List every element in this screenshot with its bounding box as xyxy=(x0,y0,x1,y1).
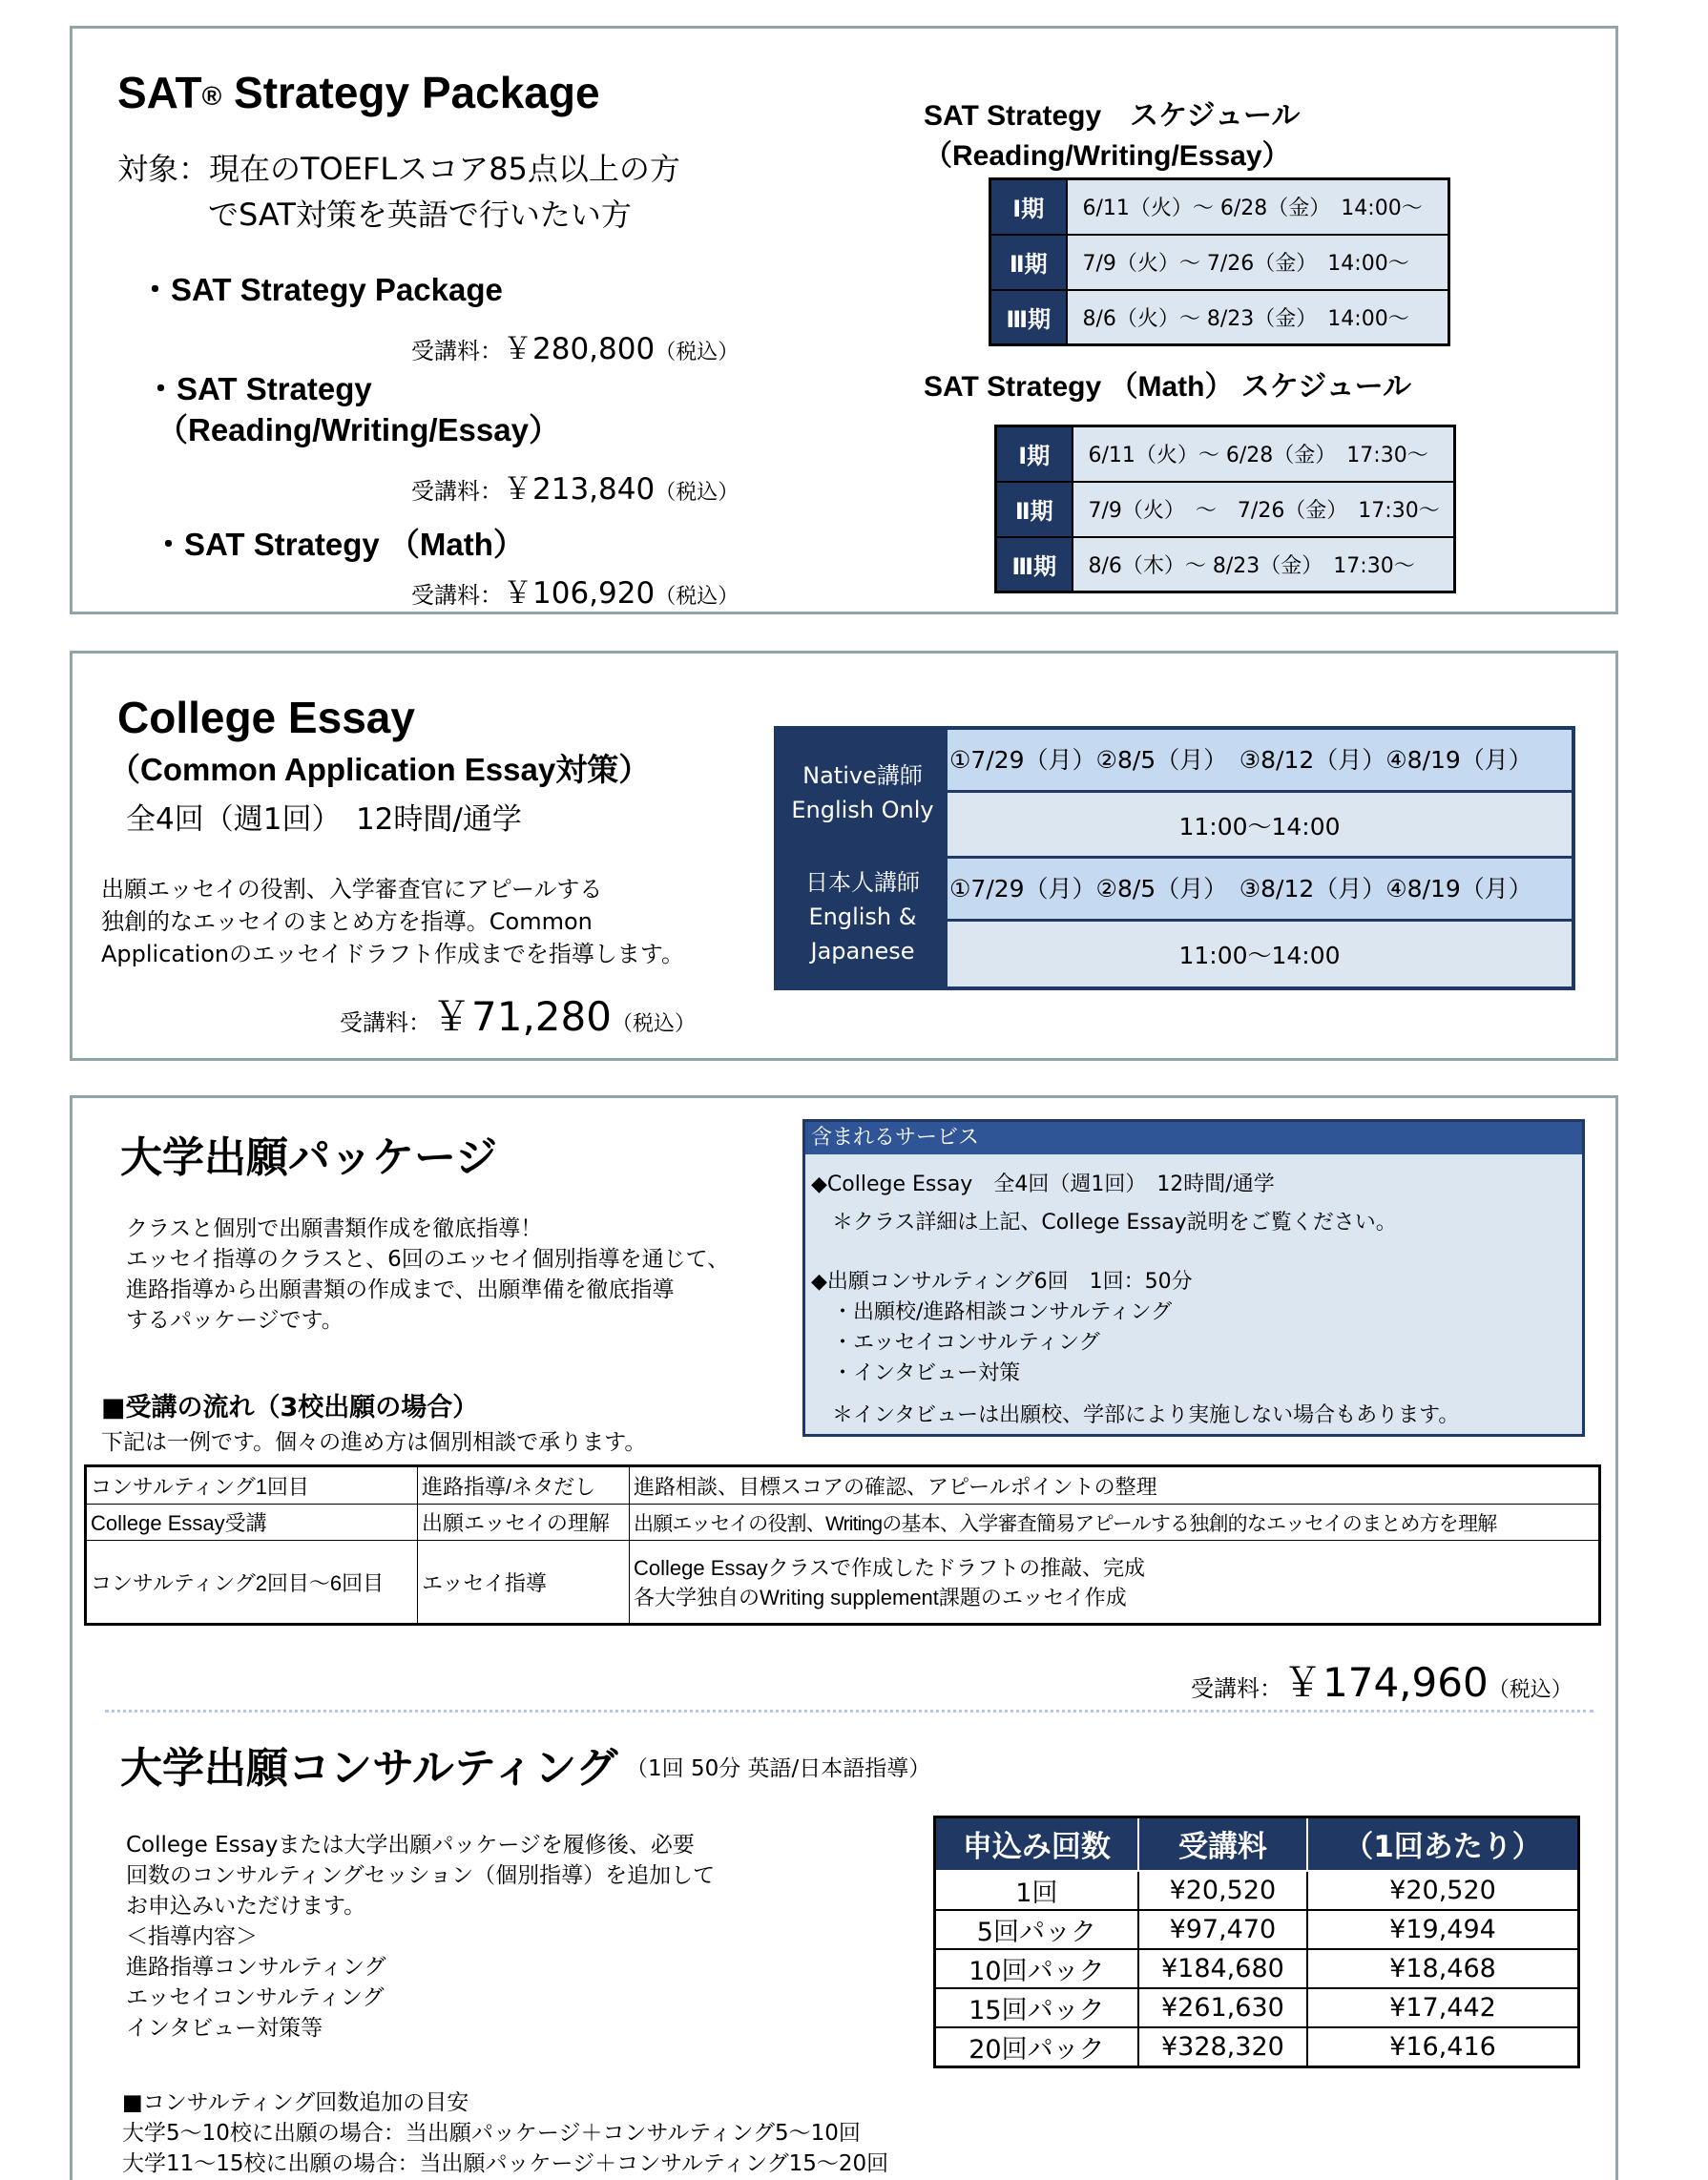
essay-subtitle: （Common Application Essay対策） xyxy=(109,752,651,787)
section-divider xyxy=(105,1710,1593,1713)
table-cell: ¥18,468 xyxy=(1307,1949,1579,1988)
col-per-session: （1回あたり） xyxy=(1307,1817,1579,1871)
native-dates: ①7/29（月）②8/5（月） ③8/12（月）④8/19（月） xyxy=(948,730,1572,790)
flow-table xyxy=(84,1464,1601,1626)
table-row xyxy=(935,1871,1579,1910)
flow-title: ■受講の流れ（3校出願の場合） xyxy=(101,1393,479,1422)
flow-topic: エッセイ指導 xyxy=(418,1541,630,1625)
table-row xyxy=(935,1988,1579,2027)
essay-title: College Essay xyxy=(117,693,415,742)
essay-desc-line3: Applicationのエッセイドラフト作成までを指導します。 xyxy=(101,941,684,967)
sat-item-reading: ・SAT Strategy xyxy=(145,371,372,406)
table-row xyxy=(935,1949,1579,1988)
table-row xyxy=(86,1466,1600,1505)
period-label: Ⅲ期 xyxy=(990,290,1067,345)
flow-detail: College Essayクラスで作成したドラフトの推敲、完成 各大学独自のWriting supplement課題のエッセイ作成 xyxy=(630,1541,1600,1625)
service-line: ・エッセイコンサルティング xyxy=(811,1331,1100,1355)
table-cell: 1回 xyxy=(935,1871,1138,1910)
flow-note: 下記は一例です。個々の進め方は個別相談で承ります。 xyxy=(101,1430,647,1455)
flow-detail: 進路相談、目標スコアの確認、アピールポイントの整理 xyxy=(630,1466,1600,1505)
sat-target-line2: でSAT対策を英語で行いたい方 xyxy=(208,197,632,233)
japanese-dates: ①7/29（月）②8/5（月） ③8/12（月）④8/19（月） xyxy=(948,859,1572,919)
table-cell: 5回パック xyxy=(935,1910,1138,1949)
schedule-row xyxy=(996,426,1455,482)
table-row xyxy=(935,1910,1579,1949)
service-line: ◆College Essay 全4回（週1回） 12時間/通学 xyxy=(811,1173,1275,1196)
schedule-row xyxy=(996,537,1455,592)
table-cell: ¥20,520 xyxy=(1307,1871,1579,1910)
service-line: ＊インタビューは出願校、学部により実施しない場合もあります。 xyxy=(811,1403,1460,1427)
essay-fee: 受講料：￥71,280（税込） xyxy=(340,993,696,1040)
essay-format: 全4回（週1回） 12時間/通学 xyxy=(126,802,522,837)
sat-math-fee: 受講料：￥106,920（税込） xyxy=(411,576,739,611)
consulting-desc-line: ＜指導内容＞ xyxy=(126,1924,258,1949)
consulting-desc-line: お申込みいただけます。 xyxy=(126,1894,366,1919)
schedule-row xyxy=(990,290,1449,345)
table-cell: ¥184,680 xyxy=(1138,1949,1307,1988)
consulting-desc-line: インタビュー対策等 xyxy=(126,2016,323,2041)
schedule2-table xyxy=(994,425,1456,593)
table-row xyxy=(935,2027,1579,2067)
table-cell: 10回パック xyxy=(935,1949,1138,1988)
package-desc-line3: 進路指導から出願書類の作成まで、出願準備を徹底指導 xyxy=(126,1277,675,1302)
table-cell: ¥19,494 xyxy=(1307,1910,1579,1949)
service-line: ＊クラス詳細は上記、College Essay説明をご覧ください。 xyxy=(811,1211,1397,1235)
schedule-row xyxy=(990,179,1449,235)
application-package-panel xyxy=(70,1095,1618,2180)
schedule1-title: SAT Strategy スケジュール xyxy=(924,100,1301,132)
service-line: ・インタビュー対策 xyxy=(811,1361,1021,1385)
table-row xyxy=(86,1505,1600,1541)
japanese-time: 11:00～14:00 xyxy=(948,922,1572,986)
service-line: ・出願校/進路相談コンサルティング xyxy=(811,1300,1173,1324)
included-services-box xyxy=(802,1119,1585,1437)
consulting-title-note: （1回 50分 英語/日本語指導） xyxy=(626,1756,931,1781)
service-line: ◆出願コンサルティング6回 1回：50分 xyxy=(811,1270,1193,1294)
sat-target-line1: 対象：現在のTOEFLスコア85点以上の方 xyxy=(117,151,680,187)
table-cell: ¥20,520 xyxy=(1138,1871,1307,1910)
essay-desc-line2: 独創的なエッセイのまとめ方を指導。Common xyxy=(101,908,593,935)
schedule1-table xyxy=(989,177,1450,346)
sat-strategy-panel xyxy=(70,26,1618,614)
sat-item-package: ・SAT Strategy Package xyxy=(139,272,503,307)
japanese-teacher-label: 日本人講師 English & Japanese xyxy=(805,869,920,965)
sat-item-math: ・SAT Strategy （Math） xyxy=(153,527,525,562)
consulting-price-table xyxy=(933,1816,1580,2068)
flow-topic: 進路指導/ネタだし xyxy=(418,1466,630,1505)
period-dates: 6/11（火）～ 6/28（金） 14:00～ xyxy=(1067,179,1449,235)
services-title: 含まれるサービス xyxy=(805,1122,1582,1154)
flow-topic: 出願エッセイの理解 xyxy=(418,1505,630,1541)
consulting-desc-line: 進路指導コンサルティング xyxy=(126,1955,386,1980)
consulting-desc-line: College Essayまたは大学出願パッケージを履修後、必要 xyxy=(126,1833,695,1858)
package-fee: 受講料：￥174,960（税込） xyxy=(1191,1659,1573,1706)
schedule1-subtitle: （Reading/Writing/Essay） xyxy=(924,140,1291,172)
schedule-row xyxy=(996,482,1455,537)
package-desc-line1: クラスと個別で出願書類作成を徹底指導！ xyxy=(126,1216,543,1241)
period-dates: 6/11（火）～ 6/28（金） 17:30～ xyxy=(1073,426,1455,482)
native-time: 11:00～14:00 xyxy=(948,793,1572,856)
consulting-title: 大学出願コンサルティング xyxy=(120,1744,618,1793)
package-desc-line4: するパッケージです。 xyxy=(126,1308,344,1333)
flow-step: コンサルティング2回目～6回目 xyxy=(86,1541,418,1625)
college-essay-panel xyxy=(70,651,1618,1061)
period-dates: 8/6（木）～ 8/23（金） 17:30～ xyxy=(1073,537,1455,592)
table-cell: ¥16,416 xyxy=(1307,2027,1579,2067)
guide-line1: 大学5～10校に出願の場合：当出願パッケージ＋コンサルティング5～10回 xyxy=(122,2121,861,2146)
col-fee: 受講料 xyxy=(1138,1817,1307,1871)
sat-title: SAT® Strategy Package xyxy=(117,68,600,117)
essay-desc-line1: 出願エッセイの役割、入学審査官にアピールする xyxy=(101,876,603,903)
sat-reading-fee: 受講料：￥213,840（税込） xyxy=(411,472,739,507)
period-dates: 7/9（火） ～ 7/26（金） 17:30～ xyxy=(1073,482,1455,537)
table-cell: 15回パック xyxy=(935,1988,1138,2027)
table-cell: 20回パック xyxy=(935,2027,1138,2067)
table-cell: ¥97,470 xyxy=(1138,1910,1307,1949)
essay-schedule-table xyxy=(774,726,1575,990)
guide-line2: 大学11～15校に出願の場合：当出願パッケージ＋コンサルティング15～20回 xyxy=(122,2151,889,2176)
period-label: Ⅰ期 xyxy=(990,179,1067,235)
consulting-desc-line: エッセイコンサルティング xyxy=(126,1985,385,2010)
consulting-desc-line: 回数のコンサルティングセッション（個別指導）を追加して xyxy=(126,1863,716,1888)
col-sessions: 申込み回数 xyxy=(935,1817,1138,1871)
guide-title: ■コンサルティング回数追加の目安 xyxy=(122,2090,469,2115)
period-dates: 8/6（火）～ 8/23（金） 14:00～ xyxy=(1067,290,1449,345)
table-cell: ¥17,442 xyxy=(1307,1988,1579,2027)
package-title: 大学出願パッケージ xyxy=(120,1133,498,1182)
native-teacher-label: Native講師 English Only xyxy=(791,762,934,823)
flow-step: College Essay受講 xyxy=(86,1505,418,1541)
sat-item-reading-sub: （Reading/Writing/Essay） xyxy=(156,412,560,447)
sat-package-fee: 受講料：￥280,800（税込） xyxy=(411,332,739,366)
flow-detail: 出願エッセイの役割、Writingの基本、入学審査簡易アピールする独創的なエッセイのまとめ方を理解 xyxy=(630,1505,1600,1541)
package-desc-line2: エッセイ指導のクラスと、6回のエッセイ個別指導を通じて、 xyxy=(126,1247,730,1272)
period-label: Ⅱ期 xyxy=(990,235,1067,290)
period-dates: 7/9（火）～ 7/26（金） 14:00～ xyxy=(1067,235,1449,290)
table-cell: ¥261,630 xyxy=(1138,1988,1307,2027)
period-label: Ⅱ期 xyxy=(996,482,1073,537)
table-row xyxy=(86,1541,1600,1625)
table-header-row xyxy=(935,1817,1579,1871)
period-label: Ⅰ期 xyxy=(996,426,1073,482)
schedule2-title: SAT Strategy （Math） スケジュール xyxy=(924,371,1412,403)
table-cell: ¥328,320 xyxy=(1138,2027,1307,2067)
flow-step: コンサルティング1回目 xyxy=(86,1466,418,1505)
period-label: Ⅲ期 xyxy=(996,537,1073,592)
schedule-row xyxy=(990,235,1449,290)
